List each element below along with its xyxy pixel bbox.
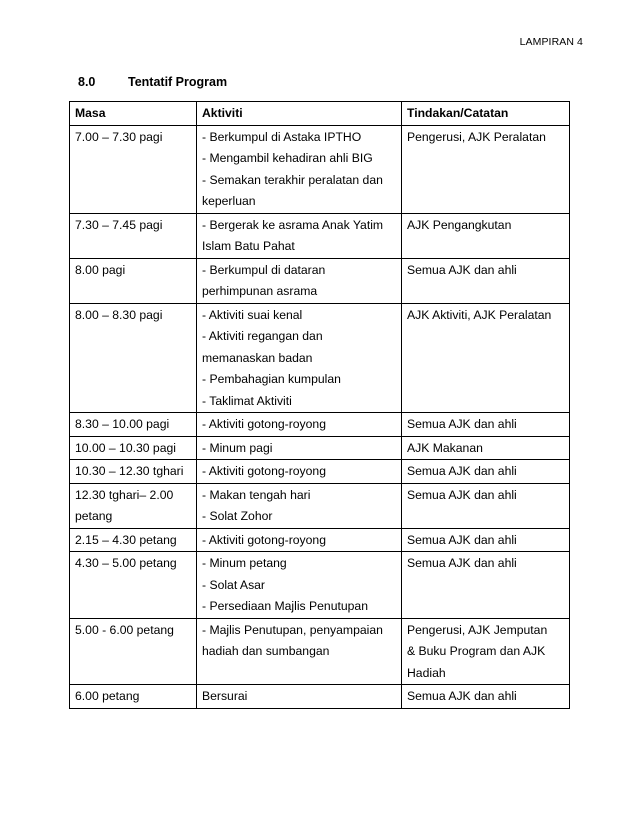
- activity-cell-line: - Persediaan Majlis Penutupan: [202, 599, 368, 613]
- time-cell: [70, 413, 197, 437]
- activity-cell-line: Bersurai: [202, 689, 248, 703]
- header-action: Tindakan/Catatan: [402, 102, 570, 126]
- action-cell: [402, 618, 570, 685]
- time-cell: [70, 552, 197, 619]
- action-cell: [402, 460, 570, 484]
- action-cell-line: Semua AJK dan ahli: [407, 556, 517, 570]
- schedule-table: [69, 101, 570, 709]
- time-cell: [70, 528, 197, 552]
- time-cell-line: 7.00 – 7.30 pagi: [75, 129, 163, 144]
- action-cell: [402, 552, 570, 619]
- activity-cell-line: - Minum pagi: [202, 440, 273, 455]
- time-cell-line: petang: [75, 509, 113, 523]
- activity-cell-line: Islam Batu Pahat: [202, 239, 295, 253]
- header-activity: Aktiviti: [197, 102, 402, 126]
- table-row: [70, 483, 570, 528]
- activity-cell-line: memanaskan badan: [202, 350, 313, 365]
- activity-cell-line: - Pembahagian kumpulan: [202, 372, 341, 386]
- action-cell: [402, 213, 570, 258]
- activity-cell-line: - Semakan terakhir peralatan dan: [202, 172, 383, 187]
- time-cell: [70, 258, 197, 303]
- action-cell-line: Pengerusi, AJK Jemputan: [407, 622, 548, 637]
- activity-cell: [197, 125, 402, 213]
- time-cell: [70, 303, 197, 413]
- activity-cell-line: - Makan tengah hari: [202, 487, 311, 502]
- activity-cell: [197, 213, 402, 258]
- time-cell-line: 2.15 – 4.30 petang: [75, 532, 177, 547]
- activity-cell: [197, 413, 402, 437]
- activity-cell-line: - Solat Zohor: [202, 509, 273, 523]
- activity-cell-line: - Minum petang: [202, 556, 287, 570]
- action-cell-line: Hadiah: [407, 665, 446, 680]
- action-cell-line: Semua AJK dan ahli: [407, 464, 517, 478]
- activity-cell-line: hadiah dan sumbangan: [202, 644, 330, 658]
- header-time: Masa: [70, 102, 197, 126]
- time-cell-line: 10.30 – 12.30 tghari: [75, 464, 184, 478]
- action-cell-line: Semua AJK dan ahli: [407, 417, 517, 431]
- action-cell-line: Semua AJK dan ahli: [407, 262, 517, 277]
- action-cell: [402, 436, 570, 460]
- activity-cell-line: - Bergerak ke asrama Anak Yatim: [202, 217, 384, 232]
- activity-cell-line: - Mengambil kehadiran ahli BIG: [202, 151, 373, 165]
- activity-cell: [197, 528, 402, 552]
- activity-cell-line: - Aktiviti gotong-royong: [202, 464, 326, 478]
- action-cell: [402, 303, 570, 413]
- activity-cell: [197, 436, 402, 460]
- table-row: [70, 436, 570, 460]
- activity-cell: [197, 483, 402, 528]
- activity-cell-line: - Berkumpul di dataran: [202, 262, 326, 277]
- activity-cell-line: - Aktiviti suai kenal: [202, 307, 303, 322]
- action-cell-line: AJK Makanan: [407, 440, 483, 455]
- time-cell-line: 10.00 – 10.30 pagi: [75, 440, 176, 455]
- time-cell: [70, 685, 197, 709]
- activity-cell-line: perhimpunan asrama: [202, 284, 318, 298]
- section-number: 8.0: [78, 75, 96, 89]
- table-row: [70, 685, 570, 709]
- time-cell-line: 8.00 pagi: [75, 262, 126, 277]
- activity-cell: [197, 303, 402, 413]
- activity-cell: [197, 618, 402, 685]
- action-cell: [402, 413, 570, 437]
- time-cell: [70, 125, 197, 213]
- action-cell: [402, 125, 570, 213]
- activity-cell-line: - Solat Asar: [202, 577, 265, 592]
- table-row: [70, 460, 570, 484]
- table-row: [70, 618, 570, 685]
- activity-cell: [197, 685, 402, 709]
- time-cell-line: 8.00 – 8.30 pagi: [75, 307, 163, 322]
- table-row: [70, 258, 570, 303]
- time-cell-line: 12.30 tghari– 2.00: [75, 487, 174, 502]
- activity-cell-line: - Majlis Penutupan, penyampaian: [202, 622, 383, 637]
- action-cell-line: & Buku Program dan AJK: [407, 644, 546, 658]
- activity-cell-line: - Aktiviti gotong-royong: [202, 532, 326, 547]
- time-cell: [70, 436, 197, 460]
- action-cell: [402, 528, 570, 552]
- table-row: [70, 528, 570, 552]
- time-cell: [70, 213, 197, 258]
- time-cell: [70, 618, 197, 685]
- time-cell-line: 6.00 petang: [75, 689, 140, 703]
- table-row: [70, 552, 570, 619]
- activity-cell-line: - Taklimat Aktiviti: [202, 393, 292, 408]
- table-header-row: [70, 102, 570, 126]
- table-row: [70, 413, 570, 437]
- action-cell-line: Pengerusi, AJK Peralatan: [407, 129, 546, 144]
- time-cell-line: 8.30 – 10.00 pagi: [75, 417, 170, 431]
- table-row: [70, 213, 570, 258]
- activity-cell-line: keperluan: [202, 194, 256, 208]
- time-cell-line: 5.00 - 6.00 petang: [75, 622, 174, 637]
- action-cell: [402, 685, 570, 709]
- table-row: [70, 125, 570, 213]
- appendix-label: LAMPIRAN 4: [519, 36, 583, 48]
- activity-cell-line: - Aktiviti gotong-royong: [202, 417, 326, 431]
- action-cell-line: Semua AJK dan ahli: [407, 689, 517, 703]
- action-cell: [402, 258, 570, 303]
- activity-cell-line: - Aktiviti regangan dan: [202, 329, 323, 343]
- activity-cell: [197, 552, 402, 619]
- action-cell-line: Semua AJK dan ahli: [407, 532, 517, 547]
- action-cell-line: Semua AJK dan ahli: [407, 487, 517, 502]
- time-cell-line: 4.30 – 5.00 petang: [75, 556, 177, 570]
- time-cell: [70, 483, 197, 528]
- activity-cell-line: - Berkumpul di Astaka IPTHO: [202, 129, 362, 144]
- time-cell-line: 7.30 – 7.45 pagi: [75, 217, 163, 232]
- table-body: [70, 125, 570, 708]
- action-cell-line: AJK Aktiviti, AJK Peralatan: [407, 307, 552, 322]
- action-cell: [402, 483, 570, 528]
- table-row: [70, 303, 570, 413]
- action-cell-line: AJK Pengangkutan: [407, 217, 512, 232]
- time-cell: [70, 460, 197, 484]
- section-title: Tentatif Program: [128, 75, 228, 89]
- activity-cell: [197, 460, 402, 484]
- section-heading: [78, 75, 227, 89]
- activity-cell: [197, 258, 402, 303]
